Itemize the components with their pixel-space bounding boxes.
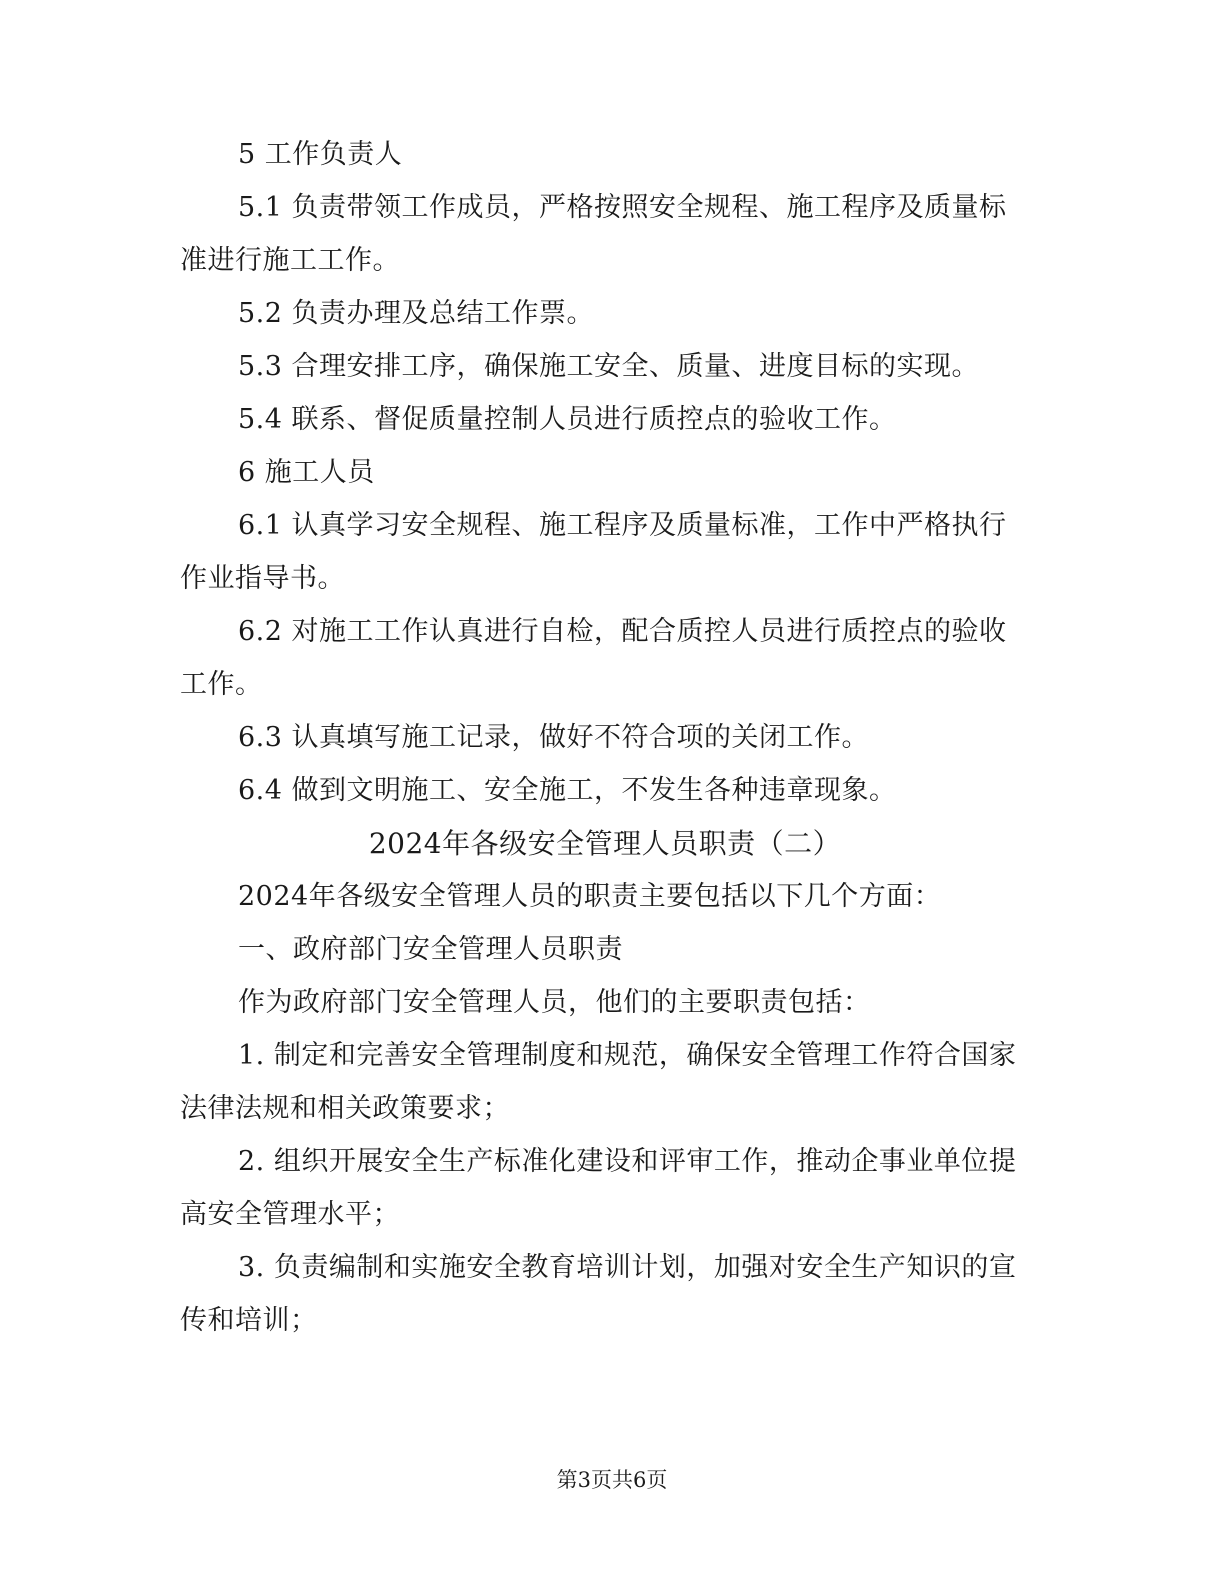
page-footer: 第3页共6页 [556, 1468, 668, 1492]
section-heading: 一、政府部门安全管理人员职责 [238, 934, 623, 965]
paragraph: 6.2 对施工工作认真进行自检，配合质控人员进行质控点的验收工作。 [180, 616, 1007, 700]
document-body [180, 128, 1030, 1347]
paragraph: 5.3 合理安排工序，确保施工安全、质量、进度目标的实现。 [238, 351, 980, 382]
paragraph: 6.3 认真填写施工记录，做好不符合项的关闭工作。 [238, 722, 870, 753]
paragraph: 1. 制定和完善安全管理制度和规范，确保安全管理工作符合国家法律法规和相关政策要求； [180, 1040, 1017, 1124]
paragraph: 2024年各级安全管理人员的职责主要包括以下几个方面： [238, 881, 942, 912]
paragraph: 作为政府部门安全管理人员，他们的主要职责包括： [238, 987, 871, 1018]
paragraph: 6.1 认真学习安全规程、施工程序及质量标准，工作中严格执行作业指导书。 [180, 510, 1007, 594]
paragraph: 5.1 负责带领工作成员，严格按照安全规程、施工程序及质量标准进行施工工作。 [180, 192, 1007, 276]
document-title: 2024年各级安全管理人员职责（二） [368, 827, 842, 860]
paragraph: 3. 负责编制和实施安全教育培训计划，加强对安全生产知识的宣传和培训； [180, 1252, 1017, 1336]
paragraph: 5.4 联系、督促质量控制人员进行质控点的验收工作。 [238, 404, 897, 435]
paragraph: 2. 组织开展安全生产标准化建设和评审工作，推动企事业单位提高安全管理水平； [180, 1146, 1017, 1230]
paragraph: 5.2 负责办理及总结工作票。 [238, 298, 595, 329]
paragraph: 6.4 做到文明施工、安全施工，不发生各种违章现象。 [238, 775, 897, 806]
section-heading: 5 工作负责人 [238, 139, 403, 170]
section-heading: 6 施工人员 [238, 457, 375, 488]
